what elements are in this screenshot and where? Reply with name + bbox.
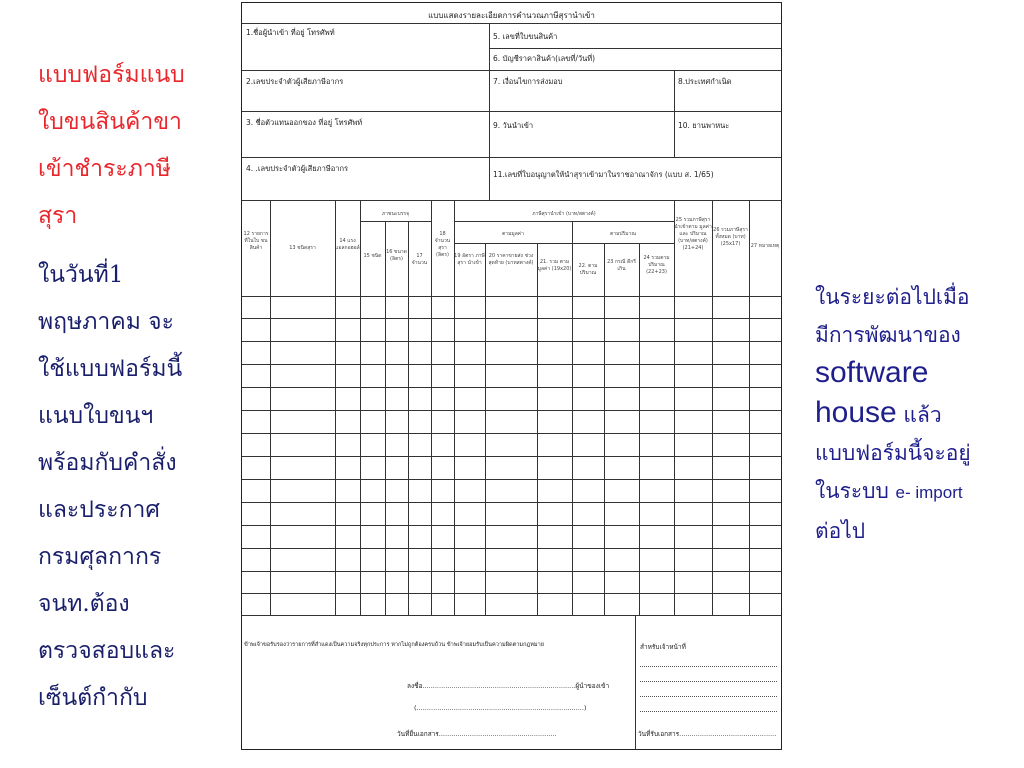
col-total-by-qty: 24 รวมตาม ปริมาณ (22+23) [643,255,670,275]
left-annotation-navy [38,252,228,722]
field-import-date: 9. วันนำเข้า [493,121,534,130]
officer-section: สำหรับเจ้าหน้าที่ [640,643,686,651]
field-declaration-no: 5. เลขที่ใบขนสินค้า [493,32,558,41]
signature-line: ลงชื่อ..........................................................................ผู้นำของเข้า [407,682,610,690]
navy-line-9: ตรวจสอบและ [38,638,176,664]
field-license-no: 11.เลขที่ใบอนุญาตให้นำสุราเข้ามาในราชอาณาจักร (แบบ ส. 1/65) [493,170,714,179]
col-excess-degree: 23 กรณี ดีกรีเกิน [607,259,636,272]
col-by-qty: 22. ตามปริมาณ [578,263,598,276]
navy-line-4: แนบใบขนฯ [38,403,154,429]
col-container-type: 15 ชนิด [363,253,382,259]
right-line-2: มีการพัฒนาของ [815,323,961,347]
navy-line-7: กรมศุลกากร [38,544,162,570]
field-origin-country: 8.ประเทศกำเนิด [678,77,732,86]
red-line-2: ใบขนสินค้าขา [38,109,182,135]
col-by-quantity: ตามปริมาณ [610,231,636,237]
navy-line-5: พร้อมกับคำสั่ง [38,450,177,476]
field-importer: 1.ชื่อผู้นำเข้า ที่อยู่ โทรศัพท์ [246,28,335,37]
navy-line-6: และประกาศ [38,497,161,523]
field-delivery-terms: 7. เงื่อนไขการส่งมอบ [493,77,563,86]
col-import-tax: ภาษีสุรานำเข้า (บาท/สตางค์) [532,211,596,217]
col-wholesale-price: 20 ราคาขายส่ง ช่วงสุดท้าย (บาทสตางค์) [488,253,534,266]
navy-line-8: จนท.ต้อง [38,591,130,617]
red-line-1: แบบฟอร์มแนบ [38,62,185,88]
left-annotation [38,52,228,722]
col-container: ภาชนะบรรจุ [381,211,410,217]
right-line-software: software [815,356,929,389]
right-line-1: ในระยะต่อไปเมื่อ [815,285,970,309]
col-item: 12 รายการ ที่ในใบ ขนสินค้า [243,231,269,251]
right-line-then: แล้ว [896,403,942,427]
field-invoice: 6. บัญชีราคาสินค้า(เลขที่/วันที่) [493,54,596,63]
col-tax-rate: 19 อัตรา ภาษีสุรา นำเข้า [454,253,485,266]
col-container-count: 17 จำนวน [411,253,428,266]
field-agent: 3. ชื่อตัวแทนออกของ ที่อยู่ โทรศัพท์ [246,118,363,127]
col-remarks: 27 หมายเหตุ [750,243,780,249]
right-line-7: ต่อไป [815,519,866,543]
form-title: แบบแสดงรายละเอียดการคำนวณภาษีสุรานำเข้า [428,11,595,20]
right-line-house: house [815,396,897,429]
col-container-size: 16 ขนาด (ลิตร) [386,249,407,262]
field-tax-id: 2.เลขประจำตัวผู้เสียภาษีอากร [246,77,344,86]
left-annotation-red [38,52,228,240]
navy-line-3: ใช้แบบฟอร์มนี้ [38,356,183,382]
signature-name-line: (.................................................................................) [414,704,587,712]
col-liquor-volume: 18 จำนวน สุรา (ลิตร) [434,231,451,258]
col-total-by-value: 21. รวม ตามมูลค่า (19x20) [537,259,572,272]
navy-line-1: ในวันที่1 [38,262,124,288]
field-agent-tax-id: 4. .เลขประจำตัวผู้เสียภาษีอากร [246,164,349,173]
declaration-text: ข้าพเจ้าขอรับรองว่ารายการที่สำแดงเป็นความจริงทุกประการ หากไม่ถูกต้องครบถ้วน ข้าพเจ้ายอมรับเป็นความผิดตามกฎหมาย [244,642,545,648]
navy-line-2: พฤษภาคม จะ [38,309,175,335]
right-line-5: แบบฟอร์มนี้จะอยู่ [815,441,971,465]
right-line-eimport: e- import [895,483,963,502]
field-vehicle: 10. ยานพาหนะ [678,121,730,130]
col-grand-total: 26 รวมภาษีสุรา ทั้งหมด (บาท) (25x17) [713,227,748,247]
col-liquor-type: 13 ชนิดสุรา [289,245,316,251]
navy-line-10: เซ็นต์กำกับ [38,685,148,711]
right-line-system: ในระบบ [815,479,896,503]
col-by-value: ตามมูลค่า [502,231,524,237]
col-total-tax: 25 รวมภาษีสุรา นำเข้าตาม มูลค่าและ ปริมาณ (บาท/สตางค์) (21+24) [674,217,712,251]
col-alcohol: 14 แรง แอลกอฮอล์ [335,238,360,251]
right-annotation [815,278,1020,550]
submit-date-line: วันที่ยื่นเอกสาร......................................................... [397,730,557,738]
liquor-tax-form [241,2,782,750]
receive-date-line: วันที่รับเอกสาร............................................... [638,730,777,738]
red-line-3: เข้าชำระภาษี [38,156,171,182]
red-line-4: สุรา [38,203,78,229]
